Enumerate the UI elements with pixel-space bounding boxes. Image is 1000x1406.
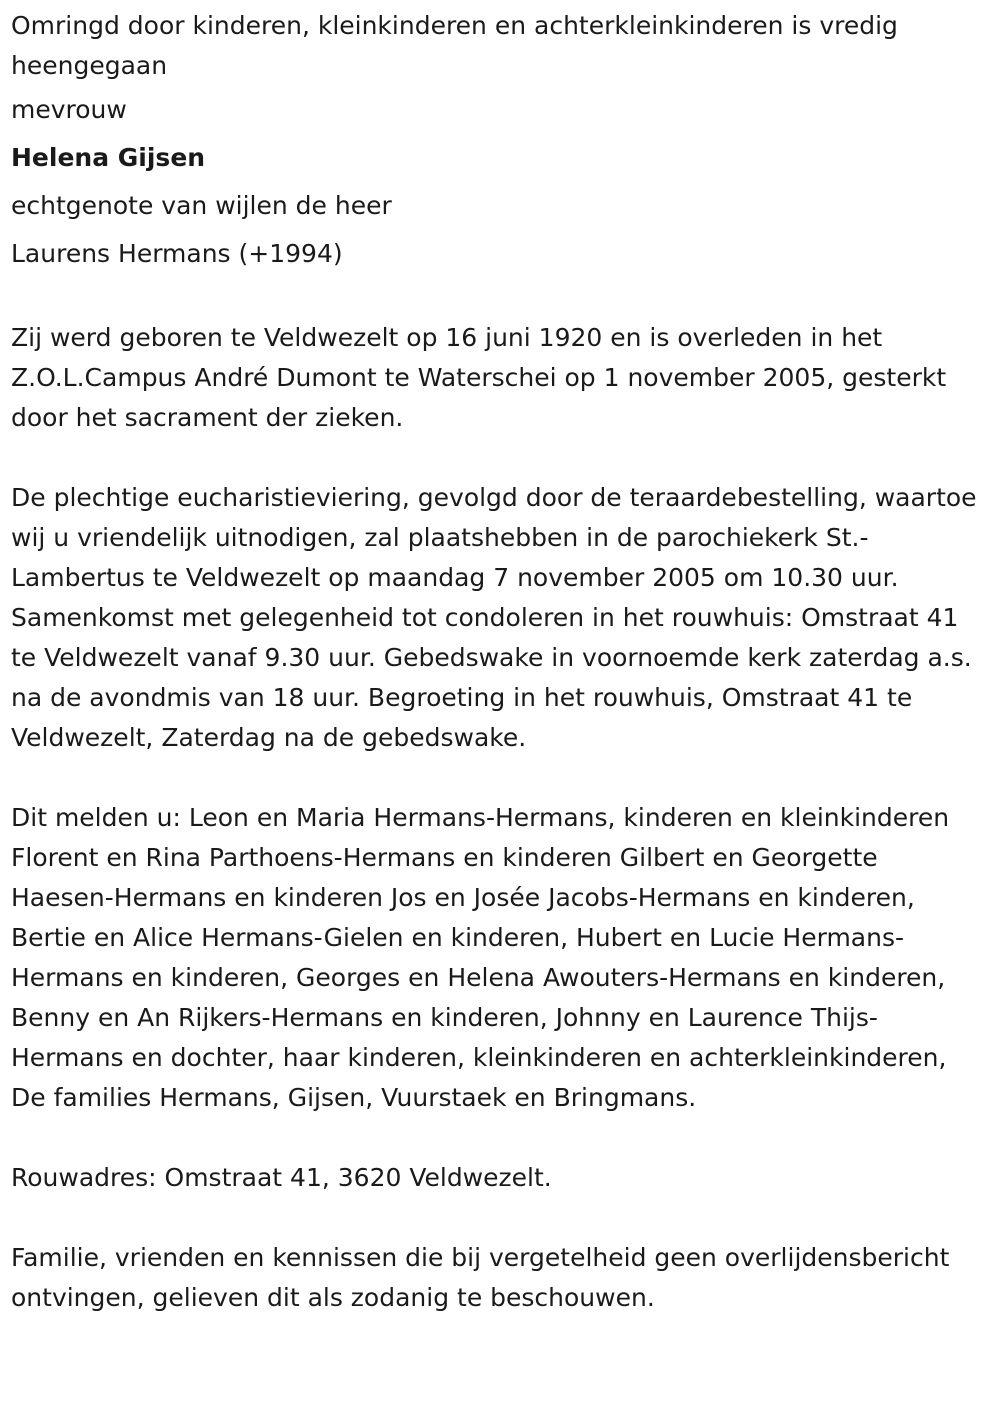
mourning-address: Rouwadres: Omstraat 41, 3620 Veldwezelt. [11, 1163, 552, 1192]
closing-note: Familie, vrienden en kennissen die bij vergetelheid geen overlijdensbericht ontvingen, gelieven dit als zodanig te beschouwen. [11, 1243, 950, 1312]
intro-text: Omringd door kinderen, kleinkinderen en achterkleinkinderen is vredig heengegaan [11, 11, 898, 80]
honorific-title: mevrouw [11, 95, 127, 124]
spouse-line-1: echtgenote van wijlen de heer [11, 191, 392, 220]
birth-death-paragraph: Zij werd geboren te Veldwezelt op 16 juni 1920 en is overleden in het Z.O.L.Campus André Dumont te Waterschei op 1 november 2005, gesterkt door het sacrament der zieken. [11, 323, 947, 432]
service-paragraph: De plechtige eucharistieviering, gevolgd door de teraardebestelling, waartoe wij u vriendelijk uitnodigen, zal plaatshebben in de parochiekerk St.-Lambertus te Veldwezelt op maandag 7 november 2005 om 10.30 uur. Samenkomst met gelegenheid tot condoleren in het rouwhuis: Omstraat 41 te Veldwezelt vanaf 9.30 uur. Gebedswake in voornoemde kerk zaterdag a.s. na de avondmis van 18 uur. Begroeting in het rouwhuis, Omstraat 41 te Veldwezelt, Zaterdag na de gebedswake. [11, 483, 977, 752]
family-paragraph: Dit melden u: Leon en Maria Hermans-Hermans, kinderen en kleinkinderen Florent en Rina Parthoens-Hermans en kinderen Gilbert en Georgette Haesen-Hermans en kinderen Jos en Josée Jacobs-Hermans en kinderen, Bertie en Alice Hermans-Gielen en kinderen, Hubert en Lucie Hermans-Hermans en kinderen, Georges en Helena Awouters-Hermans en kinderen, Benny en An Rijkers-Hermans en kinderen, Johnny en Laurence Thijs-Hermans en dochter, haar kinderen, kleinkinderen en achterkleinkinderen, De families Hermans, Gijsen, Vuurstaek en Bringmans. [11, 803, 950, 1112]
deceased-name: Helena Gijsen [11, 143, 206, 172]
spouse-line-2: Laurens Hermans (+1994) [11, 239, 343, 268]
